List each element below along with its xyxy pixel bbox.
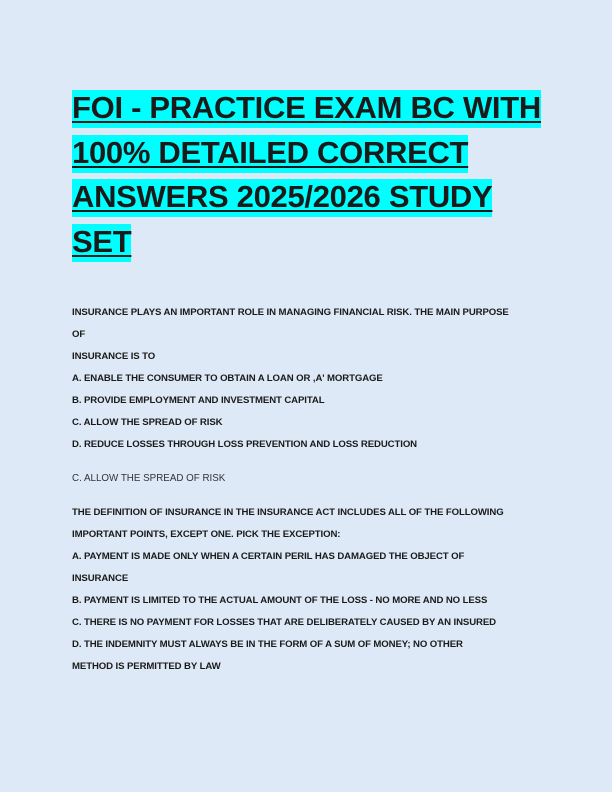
question-1-answer: C. ALLOW THE SPREAD OF RISK xyxy=(72,473,226,484)
question-2-stem: THE DEFINITION OF INSURANCE IN THE INSURANCE ACT INCLUDES ALL OF THE FOLLOWING xyxy=(72,507,504,518)
question-2-option-c: C. THERE IS NO PAYMENT FOR LOSSES THAT ARE DELIBERATELY CAUSED BY AN INSURED xyxy=(72,617,496,628)
question-2 xyxy=(72,502,552,678)
question-1-option-c: C. ALLOW THE SPREAD OF RISK xyxy=(72,417,223,428)
question-1-option-d: D. REDUCE LOSSES THROUGH LOSS PREVENTION AND LOSS REDUCTION xyxy=(72,439,418,450)
title-line: FOI - PRACTICE EXAM BC WITH xyxy=(72,90,541,128)
question-2-option-d: METHOD IS PERMITTED BY LAW xyxy=(72,661,221,672)
title-line: 100% DETAILED CORRECT xyxy=(72,135,468,173)
title-line: ANSWERS 2025/2026 STUDY xyxy=(72,179,492,217)
question-1-stem: INSURANCE PLAYS AN IMPORTANT ROLE IN MANAGING FINANCIAL RISK. THE MAIN PURPOSE xyxy=(72,307,509,318)
question-1-option-a: A. ENABLE THE CONSUMER TO OBTAIN A LOAN OR ,A' MORTGAGE xyxy=(72,373,383,384)
question-2-option-a: A. PAYMENT IS MADE ONLY WHEN A CERTAIN PERIL HAS DAMAGED THE OBJECT OF xyxy=(72,551,465,562)
question-1-stem: INSURANCE IS TO xyxy=(72,351,156,362)
title-line: SET xyxy=(72,224,131,262)
question-1 xyxy=(72,302,552,456)
question-2-option-a: INSURANCE xyxy=(72,573,129,584)
question-1-option-b: B. PROVIDE EMPLOYMENT AND INVESTMENT CAPITAL xyxy=(72,395,325,406)
question-2-stem: IMPORTANT POINTS, EXCEPT ONE. PICK THE EXCEPTION: xyxy=(72,529,341,540)
question-1-stem: OF xyxy=(72,329,86,340)
document-title xyxy=(72,86,542,264)
question-2-option-d: D. THE INDEMNITY MUST ALWAYS BE IN THE FORM OF A SUM OF MONEY; NO OTHER xyxy=(72,639,463,650)
question-2-option-b: B. PAYMENT IS LIMITED TO THE ACTUAL AMOUNT OF THE LOSS - NO MORE AND NO LESS xyxy=(72,595,488,606)
